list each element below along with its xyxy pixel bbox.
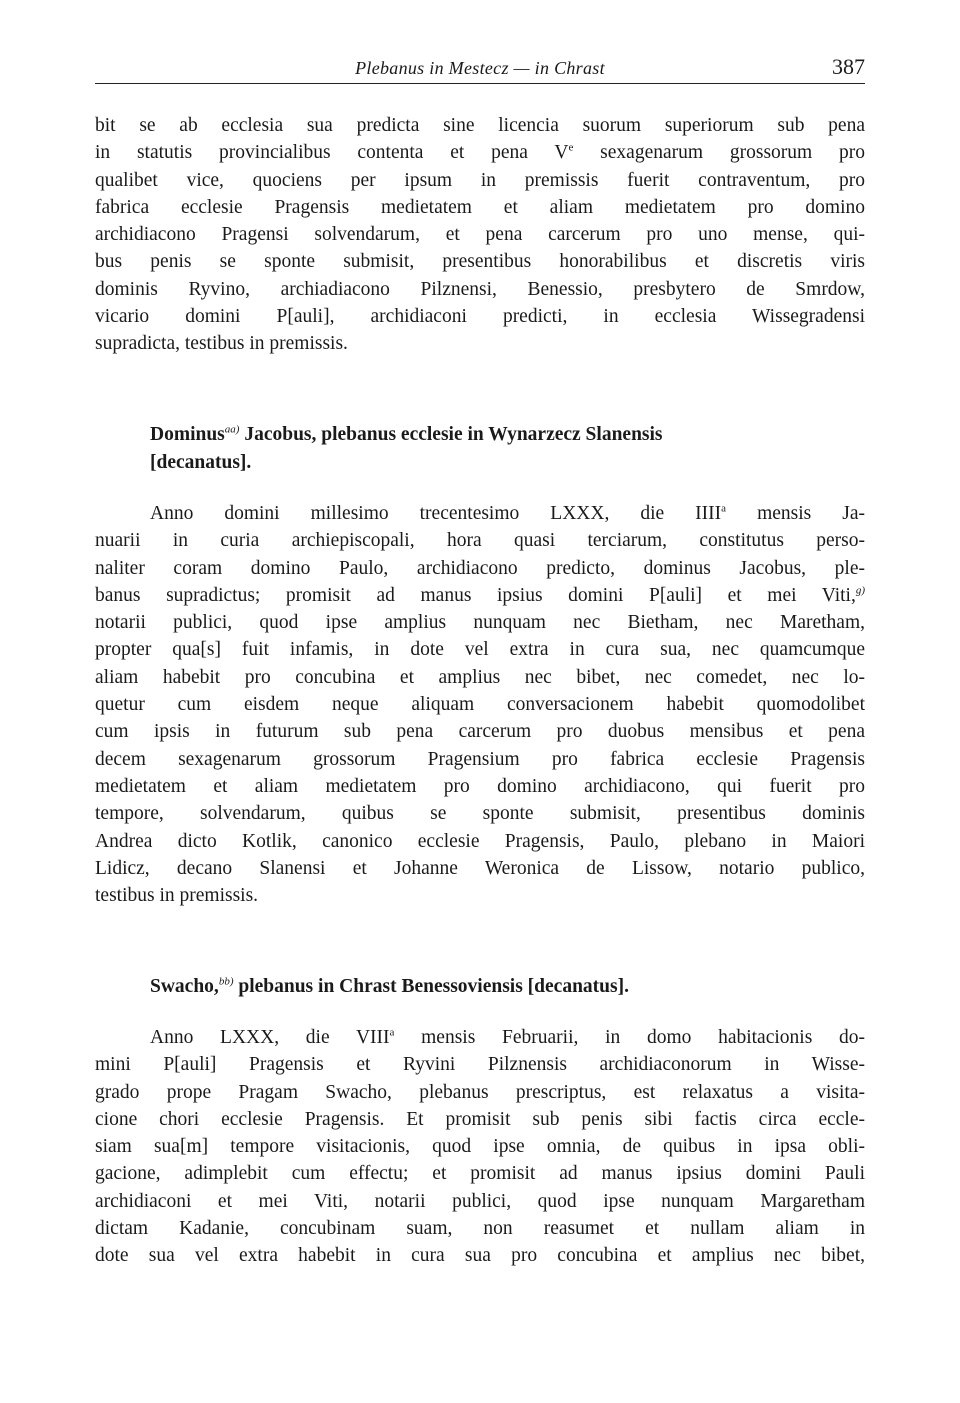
header-rule xyxy=(95,83,865,84)
text-line: tempore, solvendarum, quibus se sponte submisit, presentibus dominis xyxy=(95,803,865,825)
text-line: quetur cum eisdem neque aliquam conversacionem habebit quomodolibet xyxy=(95,694,865,716)
text-line: Lidicz, decano Slanensi et Johanne Weronica de Lissow, notario publico, xyxy=(95,857,865,879)
text-line: aliam habebit pro concubina et amplius nec bibet, nec comedet, nec lo- xyxy=(95,666,865,688)
text-line: notarii publici, quod ipse amplius nunquam nec Bietham, nec Maretham, xyxy=(95,612,865,634)
text-line: archidiacono Pragensi solvendarum, et pena carcerum pro uno mense, qui- xyxy=(95,224,865,246)
entry-heading: Swacho,$^{bb)}$ plebanus in Chrast Benessoviensis [decanatus]. xyxy=(150,975,629,997)
text-line: dictam Kadanie, concubinam suam, non reasumet et nullam aliam in xyxy=(95,1218,865,1240)
text-line: supradicta, testibus in premissis. xyxy=(95,333,348,355)
text-line: gacione, adimplebit cum effectu; et promisit ad manus ipsius domini Pauli xyxy=(95,1163,865,1185)
text-line: vicario domini P[auli], archidiaconi predicti, in ecclesia Wissegradensi xyxy=(95,306,865,328)
text-line: Anno LXXX, die VIII$^a$ mensis Februarii, in domo habitacionis do- xyxy=(150,1026,865,1048)
text-line: archidiaconi et mei Viti, notarii publici, quod ipse nunquam Margaretham xyxy=(95,1190,865,1212)
paragraph-continuation xyxy=(95,112,865,358)
text-line: nuarii in curia archiepiscopali, hora quasi terciarum, constitutus perso- xyxy=(95,530,865,552)
entry-heading: Dominus$^{aa)}$ Jacobus, plebanus ecclesie in Wynarzecz Slanensis [decanatus]. xyxy=(150,423,663,473)
page-number: 387 xyxy=(832,54,865,79)
text-line: bus penis se sponte submisit, presentibus honorabilibus et discretis viris xyxy=(95,251,865,273)
text-line: bit se ab ecclesia sua predicta sine licencia suorum superiorum sub pena xyxy=(95,115,865,136)
heading-name: Swacho, xyxy=(150,976,219,997)
running-title: Plebanus in Mestecz — in Chrast xyxy=(355,58,605,78)
text-line: propter qua[s] fuit infamis, in dote vel extra in cura sua, nec quamcumque xyxy=(95,639,865,661)
text-line: siam sua[m] tempore visitacionis, quod ipse omnia, de quibus in ipsa obli- xyxy=(95,1136,865,1158)
text-line: qualibet vice, quociens per ipsum in premissis fuerit contraventum, pro xyxy=(95,169,865,191)
text-line: testibus in premissis. xyxy=(95,885,259,907)
text-line: decem sexagenarum grossorum Pragensium pro fabrica ecclesie Pragensis xyxy=(95,748,865,770)
superscript: e xyxy=(568,141,574,154)
heading-name: Dominus xyxy=(150,424,225,445)
text-line: Andrea dicto Kotlik, canonico ecclesie Pragensis, Paulo, plebano in Maiori xyxy=(95,830,865,852)
text-line: dominis Ryvino, archiadiacono Pilznensi, Benessio, presbytero de Smrdow, xyxy=(95,278,865,300)
entry-body xyxy=(95,1024,865,1270)
text-line: fabrica ecclesie Pragensis medietatem et aliam medietatem pro domino xyxy=(95,196,865,218)
text-line: banus supradictus; promisit ad manus ipsius domini P[auli] et mei Viti,$^{g)}$ xyxy=(95,584,865,606)
footnote-marker: g) xyxy=(855,584,865,597)
text-line: grado prope Pragam Swacho, plebanus prescriptus, est relaxatus a visita- xyxy=(95,1081,865,1103)
entry-body xyxy=(95,500,865,909)
superscript: a xyxy=(389,1026,395,1039)
superscript: a xyxy=(721,502,727,515)
text-line: medietatem et aliam medietatem pro domino archidiacono, qui fuerit pro xyxy=(95,775,865,797)
running-head xyxy=(95,54,865,84)
text-line: dote sua vel extra habebit in cura sua pro concubina et amplius nec bibet, xyxy=(95,1245,865,1267)
footnote-marker: bb) xyxy=(218,975,234,988)
text-line: Anno domini millesimo trecentesimo LXXX, die IIII$^a$ mensis Ja- xyxy=(150,502,866,524)
text-line: naliter coram domino Paulo, archidiacono predicto, dominus Jacobus, ple- xyxy=(95,557,865,579)
text-line: mini P[auli] Pragensis et Ryvini Pilznensis archidiaconorum in Wisse- xyxy=(95,1054,865,1076)
text-line: in statutis provincialibus contenta et pena Ve sexagenarum grossorum pro xyxy=(95,141,865,164)
text-line: cione chori ecclesie Pragensis. Et promisit sub penis sibi factis circa eccle- xyxy=(95,1108,865,1130)
text-line: cum ipsis in futurum sub pena carcerum pro duobus mensibus et pena xyxy=(95,721,865,743)
footnote-marker: aa) xyxy=(224,423,240,436)
